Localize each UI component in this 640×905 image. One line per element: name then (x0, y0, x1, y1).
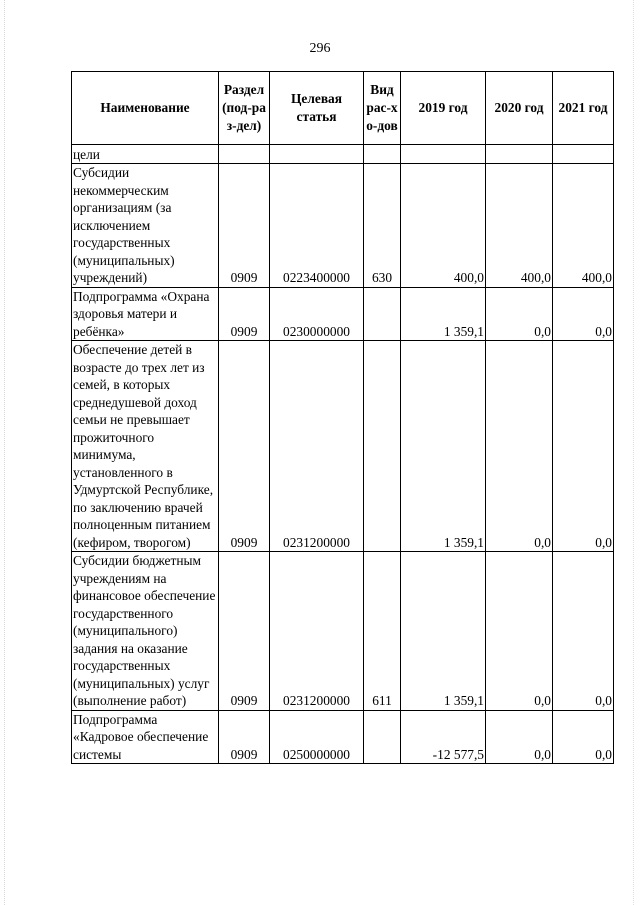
header-expense-type: Вид рас-хо-дов (364, 72, 401, 145)
row-target: 0230000000 (270, 287, 364, 341)
scan-edge-right (633, 0, 635, 905)
row-name: Подпрограмма «Кадровое обеспечение системы (72, 710, 219, 764)
table-row (72, 164, 614, 288)
row-name: Подпрограмма «Охрана здоровья матери и ребёнка» (72, 287, 219, 341)
row-section: 0909 (219, 341, 270, 552)
row-2019 (401, 145, 486, 164)
row-target: 0250000000 (270, 710, 364, 764)
header-2020: 2020 год (486, 72, 553, 145)
row-section: 0909 (219, 552, 270, 711)
row-2021: 0,0 (553, 287, 614, 341)
row-section: 0909 (219, 287, 270, 341)
header-section: Раздел (под-раз-дел) (219, 72, 270, 145)
row-2020: 0,0 (486, 341, 553, 552)
row-2020 (486, 145, 553, 164)
row-2021: 0,0 (553, 552, 614, 711)
row-2021: 0,0 (553, 341, 614, 552)
row-section (219, 145, 270, 164)
table-row (72, 552, 614, 711)
row-2019: 1 359,1 (401, 287, 486, 341)
header-name: Наименование (72, 72, 219, 145)
row-name: Субсидии некоммерческим организациям (за исключением государственных (муниципальных) учреждений) (72, 164, 219, 288)
row-2019: -12 577,5 (401, 710, 486, 764)
table-header-row (72, 72, 614, 145)
row-2020: 0,0 (486, 287, 553, 341)
table-row (72, 145, 614, 164)
table-row (72, 287, 614, 341)
row-2019: 1 359,1 (401, 341, 486, 552)
header-2021: 2021 год (553, 72, 614, 145)
row-expense-type (364, 341, 401, 552)
row-name: Обеспечение детей в возрасте до трех лет из семей, в которых среднедушевой доход семьи не превышает прожиточного минимума, установленного в Удмуртской Республике, по заключению врачей полноценным питанием (кефиром, творогом) (72, 341, 219, 552)
row-expense-type (364, 287, 401, 341)
row-2021 (553, 145, 614, 164)
row-2020: 0,0 (486, 710, 553, 764)
budget-table (71, 71, 614, 764)
row-2021: 400,0 (553, 164, 614, 288)
row-2019: 400,0 (401, 164, 486, 288)
header-target: Целевая статья (270, 72, 364, 145)
row-target: 0231200000 (270, 552, 364, 711)
row-target: 0223400000 (270, 164, 364, 288)
row-target (270, 145, 364, 164)
scan-edge-left (4, 0, 6, 905)
page-number: 296 (309, 41, 331, 56)
row-expense-type: 611 (364, 552, 401, 711)
header-2019: 2019 год (401, 72, 486, 145)
row-section: 0909 (219, 710, 270, 764)
row-2019: 1 359,1 (401, 552, 486, 711)
row-expense-type (364, 145, 401, 164)
table-row (72, 710, 614, 764)
row-name: цели (72, 145, 219, 164)
row-2020: 0,0 (486, 552, 553, 711)
table-row (72, 341, 614, 552)
row-expense-type (364, 710, 401, 764)
row-section: 0909 (219, 164, 270, 288)
row-2020: 400,0 (486, 164, 553, 288)
row-expense-type: 630 (364, 164, 401, 288)
row-name: Субсидии бюджетным учреждениям на финансовое обеспечение государственного (муниципального) задания на оказание государственных (муниципальных) услуг (выполнение работ) (72, 552, 219, 711)
row-2021: 0,0 (553, 710, 614, 764)
row-target: 0231200000 (270, 341, 364, 552)
